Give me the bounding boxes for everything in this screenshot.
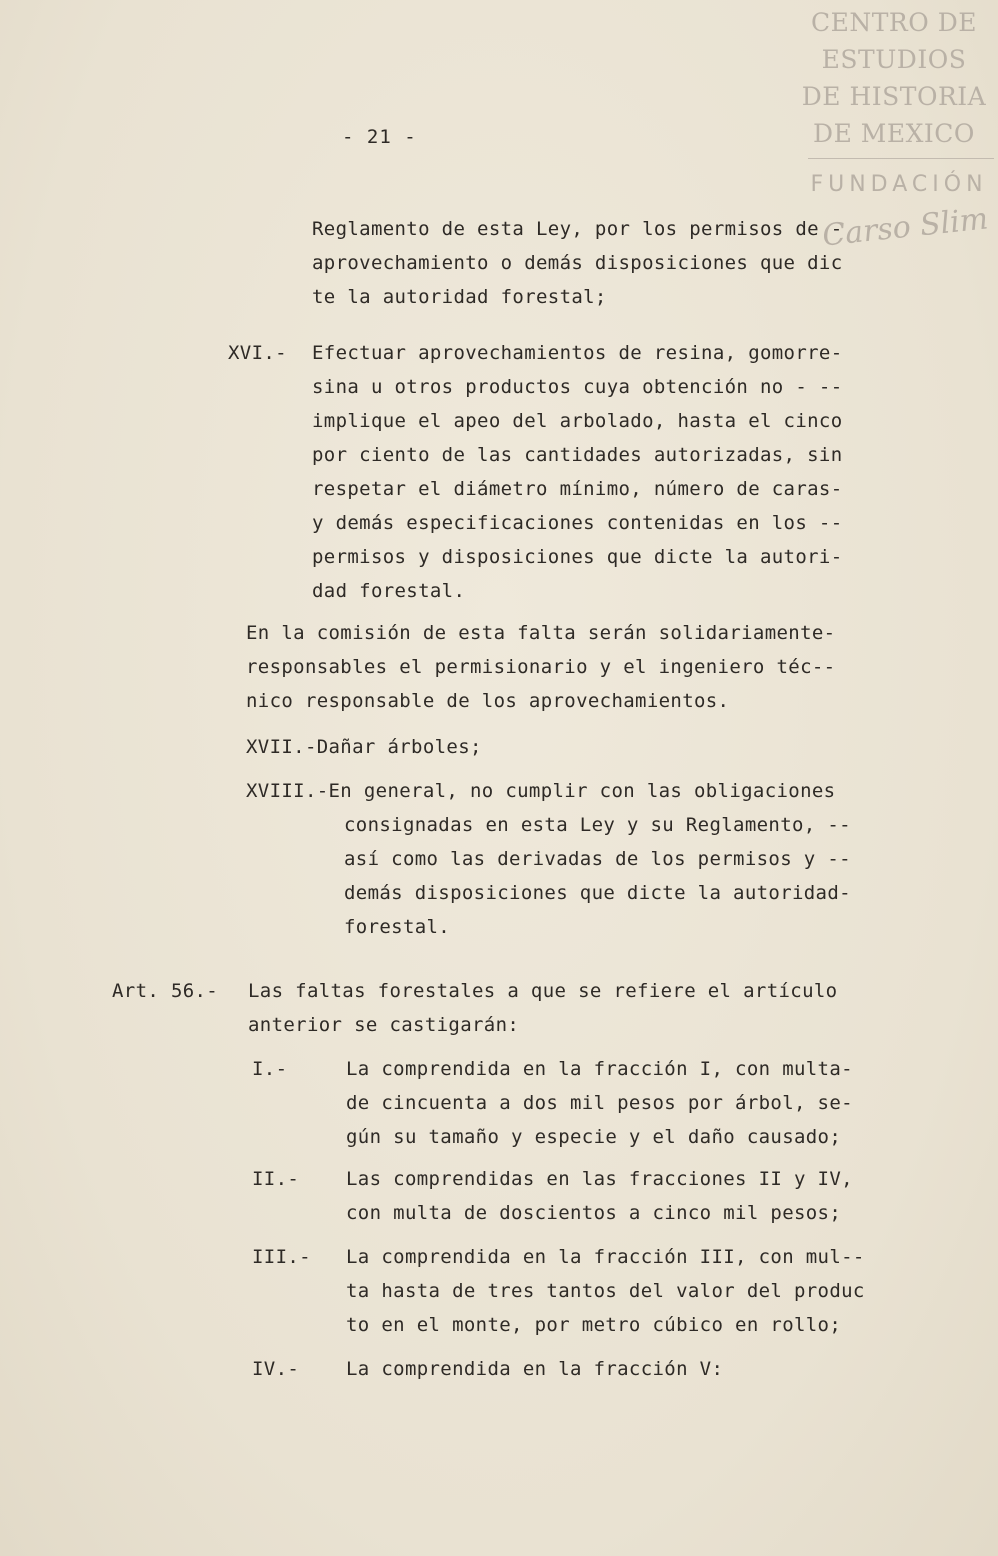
text-line: y demás especificaciones contenidas en los -- bbox=[312, 512, 843, 534]
text-line: gún su tamaño y especie y el daño causado; bbox=[346, 1126, 842, 1148]
text-line: dad forestal. bbox=[312, 580, 466, 602]
text-line: La comprendida en la fracción V: bbox=[346, 1358, 724, 1380]
watermark-line: DE HISTORIA bbox=[801, 82, 987, 111]
article-label: Art. 56.- bbox=[112, 980, 219, 1002]
text-line: aprovechamiento o demás disposiciones que dic bbox=[312, 252, 843, 274]
page-number: - 21 - bbox=[342, 126, 417, 148]
text-line: to en el monte, por metro cúbico en rollo; bbox=[346, 1314, 842, 1336]
fraction-label: I.- bbox=[252, 1058, 288, 1080]
text-line: permisos y disposiciones que dicte la autori- bbox=[312, 546, 843, 568]
text-line: La comprendida en la fracción III, con mul-- bbox=[346, 1246, 865, 1268]
text-line: En la comisión de esta falta serán solidariamente- bbox=[246, 622, 836, 644]
text-line: XVII.-Dañar árboles; bbox=[246, 736, 482, 758]
watermark-divider bbox=[808, 158, 994, 159]
text-line: sina u otros productos cuya obtención no - -- bbox=[312, 376, 843, 398]
text-line: Las faltas forestales a que se refiere el artículo bbox=[248, 980, 838, 1002]
text-line: así como las derivadas de los permisos y -- bbox=[344, 848, 851, 870]
text-line: con multa de doscientos a cinco mil pesos; bbox=[346, 1202, 842, 1224]
archive-watermark bbox=[794, 4, 994, 205]
watermark-line: CENTRO DE bbox=[811, 8, 977, 37]
text-line: ta hasta de tres tantos del valor del produc bbox=[346, 1280, 865, 1302]
watermark-line: ESTUDIOS bbox=[821, 45, 967, 74]
text-line: de cincuenta a dos mil pesos por árbol, se- bbox=[346, 1092, 853, 1114]
text-line: nico responsable de los aprovechamientos. bbox=[246, 690, 730, 712]
text-line: Reglamento de esta Ley, por los permisos de - bbox=[312, 218, 843, 240]
fraction-label: II.- bbox=[252, 1168, 300, 1190]
text-line: La comprendida en la fracción I, con multa- bbox=[346, 1058, 853, 1080]
fraction-label: III.- bbox=[252, 1246, 311, 1268]
text-line: XVIII.-En general, no cumplir con las obligaciones bbox=[246, 780, 836, 802]
fraction-label: XVI.- bbox=[228, 342, 287, 364]
watermark-foundation: FUNDACIÓN bbox=[810, 172, 988, 197]
text-line: demás disposiciones que dicte la autoridad- bbox=[344, 882, 851, 904]
text-line: consignadas en esta Ley y su Reglamento, -- bbox=[344, 814, 851, 836]
text-line: Las comprendidas en las fracciones II y IV, bbox=[346, 1168, 853, 1190]
watermark-line: DE MEXICO bbox=[813, 119, 975, 148]
text-line: te la autoridad forestal; bbox=[312, 286, 607, 308]
text-line: implique el apeo del arbolado, hasta el cinco bbox=[312, 410, 843, 432]
text-line: responsables el permisionario y el ingeniero téc-- bbox=[246, 656, 836, 678]
watermark-signature: Carso Slim bbox=[820, 201, 990, 254]
text-line: Efectuar aprovechamientos de resina, gomorre- bbox=[312, 342, 843, 364]
text-line: anterior se castigarán: bbox=[248, 1014, 520, 1036]
text-line: por ciento de las cantidades autorizadas, sin bbox=[312, 444, 843, 466]
text-line: respetar el diámetro mínimo, número de caras- bbox=[312, 478, 843, 500]
text-line: forestal. bbox=[344, 916, 451, 938]
fraction-label: IV.- bbox=[252, 1358, 300, 1380]
